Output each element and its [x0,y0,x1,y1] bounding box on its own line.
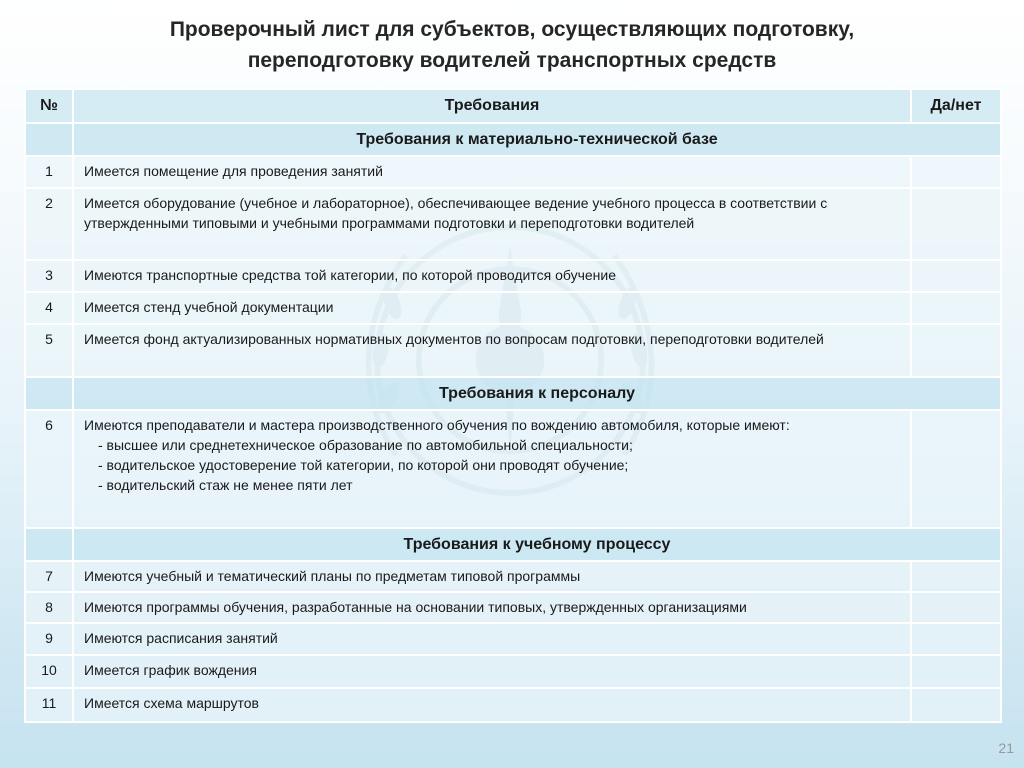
section-title: Требования к учебному процессу [73,528,1001,561]
answer-cell[interactable] [911,260,1001,292]
row-requirement: Имеется оборудование (учебное и лабораторное), обеспечивающее ведение учебного процесса в соответствии с утвержденными типовыми и учебными программами подготовки и переподготовки водителей [73,188,911,260]
page-number: 21 [998,740,1014,756]
answer-cell[interactable] [911,655,1001,688]
row-number: 4 [25,292,73,324]
row-requirement: Имеются транспортные средства той категории, по которой проводится обучение [73,260,911,292]
table-header-row [25,89,1001,123]
row-requirement: Имеется график вождения [73,655,911,688]
requirement-subitem: - водительское удостоверение той категории, по которой они проводят обучение; [98,457,629,473]
row-number: 7 [25,561,73,592]
header-number: № [25,89,73,123]
row-number: 3 [25,260,73,292]
table-row [25,156,1001,188]
answer-cell[interactable] [911,188,1001,260]
answer-cell[interactable] [911,561,1001,592]
table-row [25,561,1001,592]
row-requirement: Имеется стенд учебной документации [73,292,911,324]
header-answer: Да/нет [911,89,1001,123]
answer-cell[interactable] [911,292,1001,324]
row-requirement: Имеются программы обучения, разработанные на основании типовых, утвержденных организациями [73,592,911,623]
row-number: 11 [25,688,73,722]
requirement-subitem: - водительский стаж не менее пяти лет [98,477,353,493]
section-title: Требования к персоналу [73,377,1001,410]
slide-title-line-1: Проверочный лист для субъектов, осуществляющих подготовку, [169,18,855,41]
section-title: Требования к материально-технической базе [73,123,1001,156]
row-requirement: Имеются расписания занятий [73,623,911,655]
table-row [25,688,1001,722]
section-row-educational-process [25,528,1001,561]
row-requirement: Имеется помещение для проведения занятий [73,156,911,188]
table-row [25,292,1001,324]
section-row-personnel [25,377,1001,410]
row-requirement: Имеется схема маршрутов [73,688,911,722]
row-requirement: Имеется фонд актуализированных нормативных документов по вопросам подготовки, переподготовки водителей [73,324,911,377]
row-requirement: Имеются учебный и тематический планы по предметам типовой программы [73,561,911,592]
answer-cell[interactable] [911,688,1001,722]
table-row [25,324,1001,377]
requirement-subitem: - высшее или среднетехническое образование по автомобильной специальности; [98,437,633,453]
checklist-table [24,88,1002,723]
row-requirement-text: Имеются преподаватели и мастера производственного обучения по вождению автомобиля, которые имеют: [84,417,790,433]
table-row [25,623,1001,655]
table-row [25,655,1001,688]
table-row [25,260,1001,292]
row-number: 8 [25,592,73,623]
table-row [25,410,1001,528]
answer-cell[interactable] [911,324,1001,377]
row-number: 9 [25,623,73,655]
answer-cell[interactable] [911,623,1001,655]
row-number: 10 [25,655,73,688]
row-number: 2 [25,188,73,260]
answer-cell[interactable] [911,410,1001,528]
section-row-material-base [25,123,1001,156]
row-requirement [73,410,911,528]
row-number: 1 [25,156,73,188]
table-row [25,188,1001,260]
row-number: 6 [25,410,73,528]
table-row [25,592,1001,623]
answer-cell[interactable] [911,156,1001,188]
header-requirements: Требования [73,89,911,123]
slide-title-line-2: переподготовку водителей транспортных средств [247,49,777,72]
slide-title [0,14,1024,76]
row-number: 5 [25,324,73,377]
answer-cell[interactable] [911,592,1001,623]
